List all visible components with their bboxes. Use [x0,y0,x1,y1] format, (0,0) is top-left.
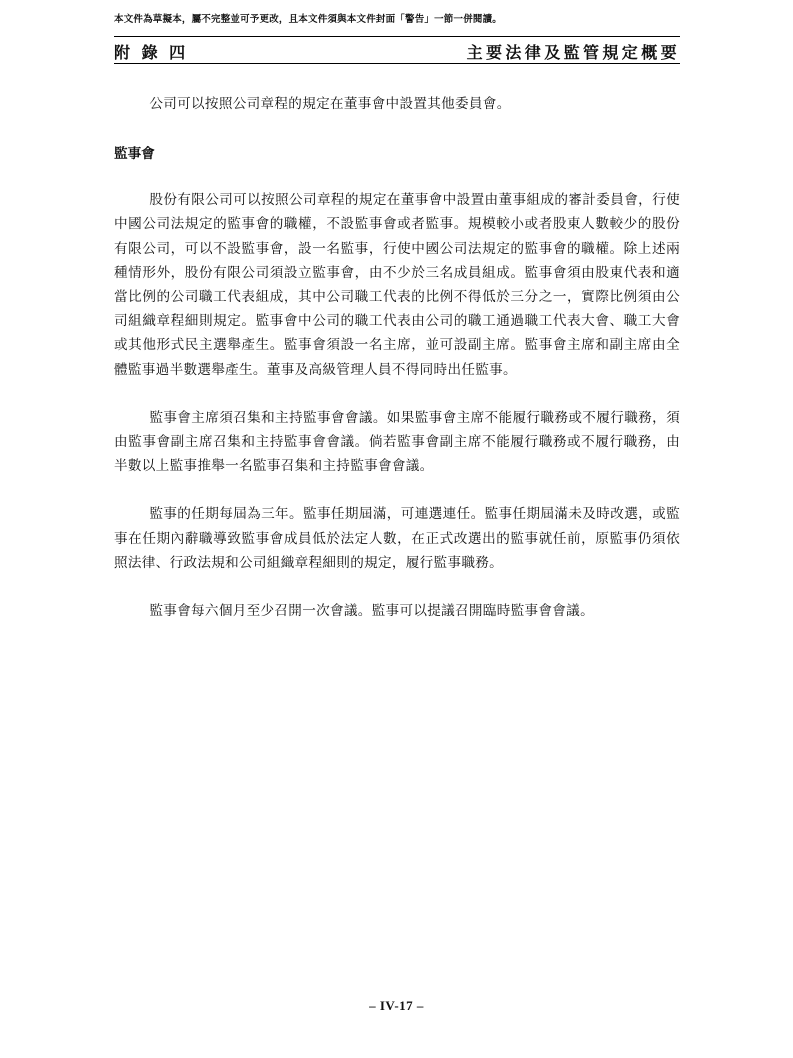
page-number: – IV-17 – [369,998,424,1013]
header-top-rule [114,36,680,37]
page-header [114,40,680,64]
body-paragraph: 監事會主席須召集和主持監事會會議。如果監事會主席不能履行職務或不履行職務，須由監事會副主席召集和主持監事會會議。倘若監事會副主席不能履行職務或不履行職務，由半數以上監事推舉一名監事召集和主持監事會會議。 [114,409,680,475]
body-paragraph: 監事的任期每屆為三年。監事任期屆滿，可連選連任。監事任期屆滿未及時改選，或監事在任期內辭職導致監事會成員低於法定人數，在正式改選出的監事就任前，原監事仍須依照法律、行政法規和公司組織章程細則的規定，履行監事職務。 [114,506,680,571]
body-paragraph: 監事會每六個月至少召開一次會議。監事可以提議召開臨時監事會會議。 [149,603,594,620]
header-bottom-rule [114,63,680,64]
appendix-label: 附 錄 四 [114,43,189,62]
draft-disclaimer: 本文件為草擬本，屬不完整並可予更改，且本文件須與本文件封面「警告」一節一併閱讀。 [114,14,503,25]
supervisory-board-heading: 監事會 [114,146,155,163]
document-body [114,92,680,623]
intro-paragraph: 公司可以按照公司章程的規定在董事會中設置其他委員會。 [149,96,511,112]
section-title: 主要法律及監管規定概要 [466,43,680,62]
body-paragraph: 股份有限公司可以按照公司章程的規定在董事會中設置由董事組成的審計委員會，行使中國公司法規定的監事會的職權，不設監事會或者監事。規模較小或者股東人數較少的股份有限公司，可以不設監事會，設一名監事，行使中國公司法規定的監事會的職權。除上述兩種情形外，股份有限公司須設立監事會，由不少於三名成員組成。監事會須由股東代表和適當比例的公司職工代表組成，其中公司職工代表的比例不得低於三分之一，實際比例須由公司組織章程細則規定。監事會中公司的職工代表由公司的職工通過職工代表大會、職工大會或其他形式民主選舉產生。監事會須設一名主席，並可設副主席。監事會主席和副主席由全體監事過半數選舉產生。董事及高級管理人員不得同時出任監事。 [114,192,680,378]
